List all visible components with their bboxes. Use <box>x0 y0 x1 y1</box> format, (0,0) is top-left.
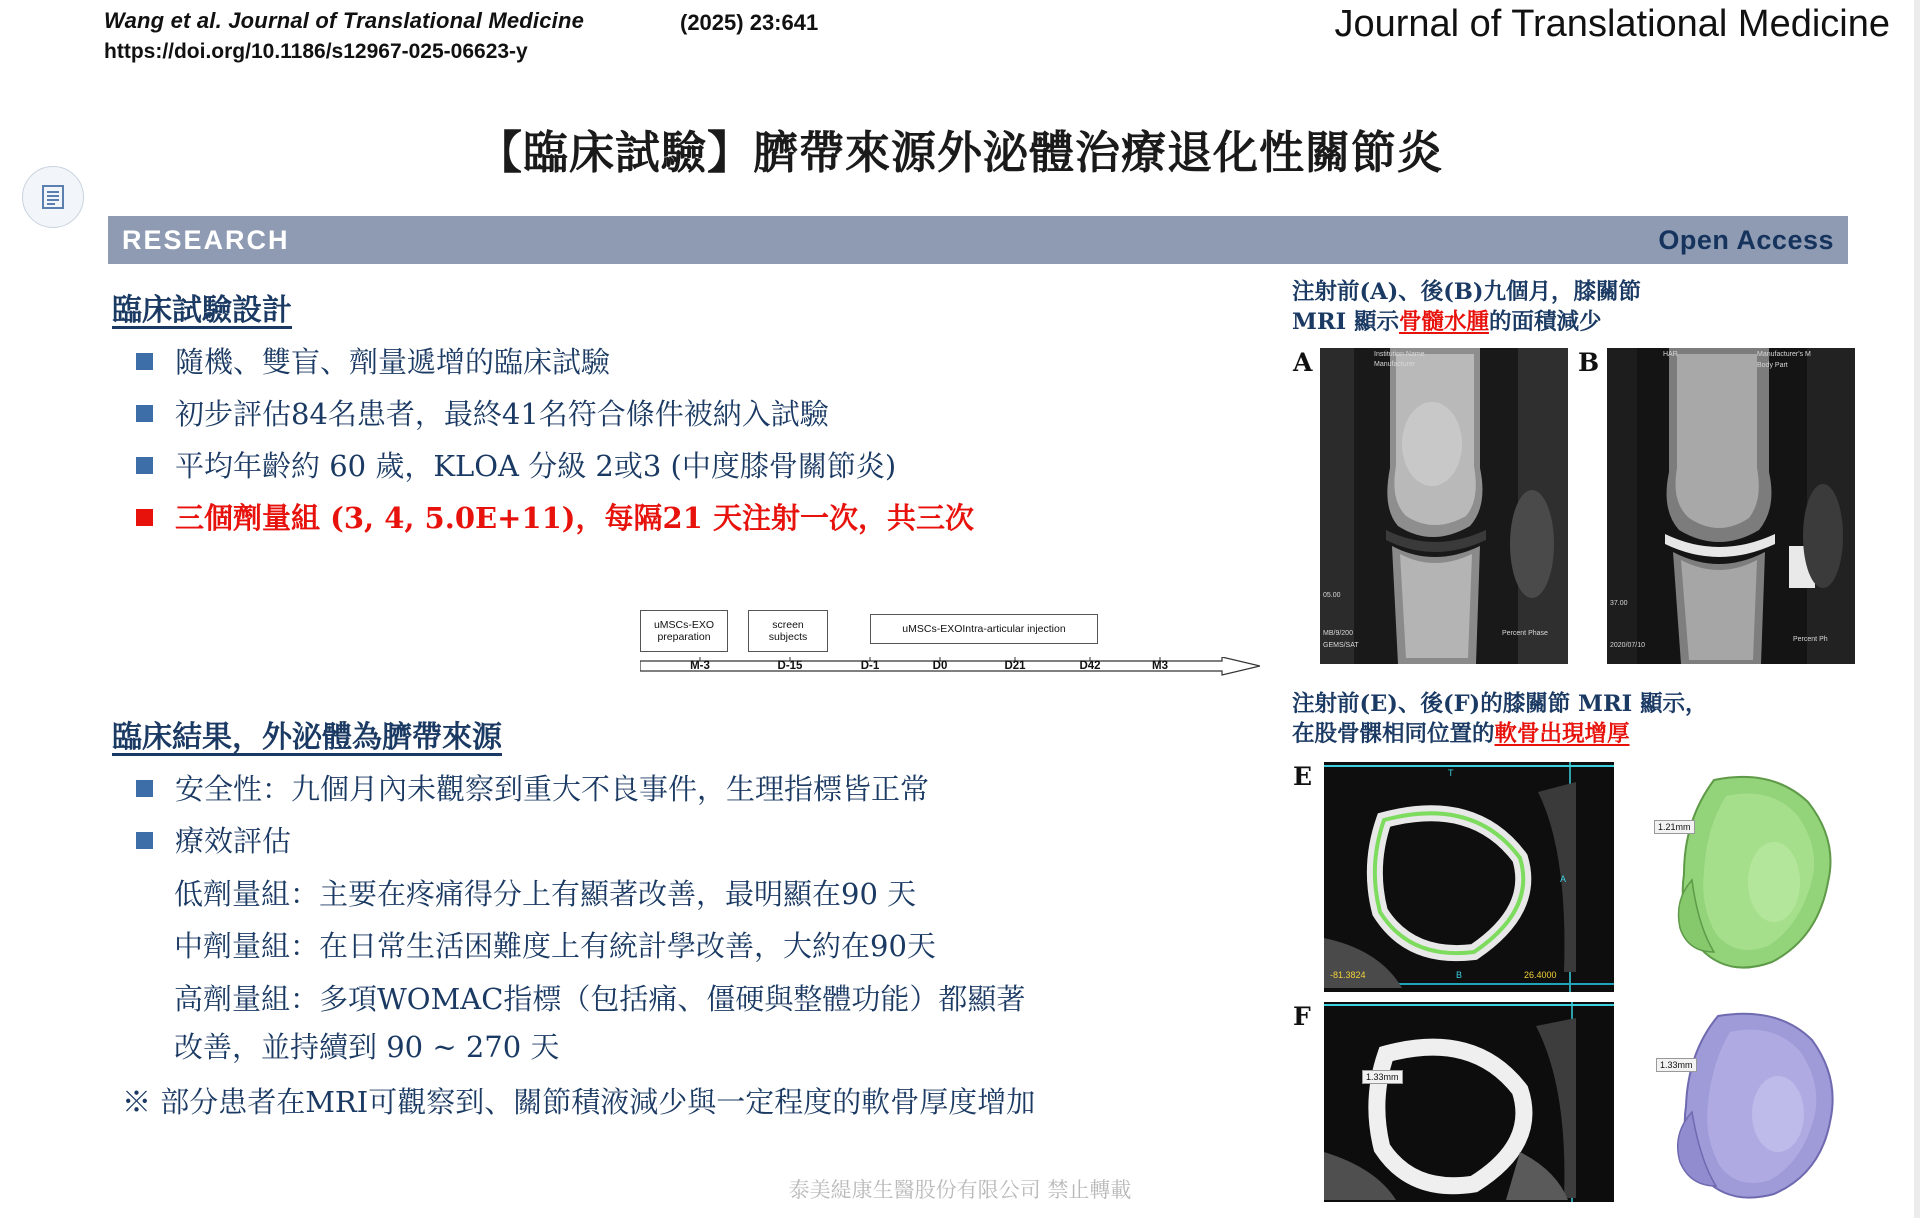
mri-a-overlay-value: 05.00 <box>1323 592 1341 599</box>
svg-text:A: A <box>1560 874 1567 884</box>
svg-text:B: B <box>1456 970 1463 980</box>
journal-masthead: Journal of Translational Medicine <box>1334 3 1890 45</box>
mri-b-overlay-bodypart: Body Part <box>1757 362 1788 369</box>
svg-text:26.4000: 26.4000 <box>1524 970 1557 980</box>
timeline-tick: M3 <box>1152 660 1168 672</box>
panel-label-f: F <box>1293 1002 1311 1031</box>
list-item <box>112 770 1282 809</box>
timeline-tick: D0 <box>932 660 948 672</box>
measurement-label-f-slice: 1.33mm <box>1362 1070 1403 1084</box>
bullet-text: 初步評估84名患者，最終41名符合條件被納入試驗 <box>175 397 829 432</box>
caption-ef-pre: 在股骨髁相同位置的 <box>1292 720 1495 747</box>
mri-e-render <box>1324 762 1614 992</box>
timeline-tick: D42 <box>1079 660 1101 672</box>
mri-f-render <box>1324 1002 1614 1202</box>
list-item <box>112 822 1282 861</box>
mri-a-overlay-phase: Percent Phase <box>1502 630 1548 637</box>
list-item-highlighted <box>112 499 1277 538</box>
article-citation <box>104 8 584 64</box>
research-open-access-bar <box>108 216 1848 264</box>
dose-line-high: 高劑量組：多項WOMAC指標（包括痛、僵硬與整體功能）都顯著 <box>174 981 1026 1016</box>
cartilage-f-shape <box>1622 1002 1880 1202</box>
citation-doi[interactable]: https://doi.org/10.1186/s12967-025-06623-y <box>104 40 528 63</box>
panel-label-e: E <box>1293 762 1313 791</box>
bullet-square-icon <box>136 353 153 370</box>
document-icon[interactable] <box>22 166 84 228</box>
caption-ab-pre: MRI 顯示 <box>1292 308 1399 335</box>
mri-image-a[interactable] <box>1320 348 1568 664</box>
page-title: 【臨床試驗】臍帶來源外泌體治療退化性關節炎 <box>476 126 1443 179</box>
caption-ab-line1: 注射前(A)、後(B)九個月，膝關節 <box>1292 279 1642 305</box>
bullet-square-icon <box>136 509 153 526</box>
mri-a-render <box>1320 348 1568 664</box>
caption-ef <box>1292 690 1908 749</box>
mri-image-e-segmented[interactable] <box>1324 762 1614 992</box>
bullet-text: 隨機、雙盲、劑量遞增的臨床試驗 <box>175 345 611 379</box>
dose-line-low: 低劑量組：主要在疼痛得分上有顯著改善，最明顯在90 天 <box>174 877 917 912</box>
left-content-column <box>112 285 1277 552</box>
timeline-tick: D-15 <box>777 660 803 672</box>
caption-ab-line2 <box>1292 308 1902 338</box>
mri-image-f[interactable] <box>1324 1002 1614 1202</box>
mri-image-b[interactable] <box>1607 348 1855 664</box>
page-scrollbar[interactable] <box>1914 0 1920 1218</box>
svg-text:T: T <box>1448 768 1454 778</box>
bullet-text: 安全性：九個月內未觀察到重大不良事件，生理指標皆正常 <box>175 772 930 806</box>
mri-note: ※ 部分患者在MRI可觀察到、關節積液減少與一定程度的軟骨厚度增加 <box>122 1084 1036 1119</box>
mri-b-render <box>1607 348 1855 664</box>
mri-b-overlay-phase: Percent Ph <box>1793 636 1828 643</box>
timeline-box-injection: uMSCs-EXOIntra-articular injection <box>870 614 1098 644</box>
panel-label-b: B <box>1578 348 1600 377</box>
dose-line-mid: 中劑量組：在日常生活困難度上有統計學改善，大約在90天 <box>174 929 936 964</box>
caption-ef-line2 <box>1292 720 1908 750</box>
citation-issue: (2025) 23:641 <box>680 10 819 35</box>
list-item <box>112 343 1277 382</box>
svg-text:-81.3824: -81.3824 <box>1330 970 1366 980</box>
mri-b-overlay-har: HAR <box>1663 351 1678 358</box>
mri-a-overlay-date: MB/9/200 <box>1323 630 1353 637</box>
bullet-text: 療效評估 <box>175 824 292 859</box>
mri-b-overlay-date: 2020/07/10 <box>1610 642 1646 649</box>
cartilage-3d-render-e[interactable] <box>1622 762 1880 992</box>
measurement-label-f-render: 1.33mm <box>1656 1058 1697 1072</box>
panel-label-a: A <box>1293 348 1313 377</box>
timeline-box-preparation: uMSCs-EXO preparation <box>640 610 728 652</box>
mri-a-overlay-institution: Institution Name <box>1374 351 1425 358</box>
mri-b-overlay-value: 37.00 <box>1610 600 1628 607</box>
bullet-square-icon <box>136 832 153 849</box>
cartilage-e-shape <box>1622 762 1880 992</box>
research-label: RESEARCH <box>122 224 290 255</box>
results-heading: 臨床結果，外泌體為臍帶來源 <box>112 720 502 755</box>
mri-b-overlay-manufacturer: Manufacturer's M <box>1757 351 1811 358</box>
measurement-label-e: 1.21mm <box>1654 820 1695 834</box>
caption-ef-highlight: 軟骨出現增厚 <box>1494 720 1630 747</box>
list-item <box>112 447 1277 486</box>
open-access-label: Open Access <box>1658 224 1834 255</box>
bullet-square-icon <box>136 405 153 422</box>
caption-ef-line1: 注射前(E)、後(F)的膝關節 MRI 顯示， <box>1292 691 1708 717</box>
mri-a-overlay-sequence: GEMS/SAT <box>1323 642 1359 649</box>
study-timeline-diagram <box>640 610 1260 680</box>
list-item <box>112 395 1277 434</box>
citation-journal-line: Wang et al. Journal of Translational Medicine <box>104 8 585 33</box>
bullet-square-icon <box>136 780 153 797</box>
bullet-square-icon <box>136 457 153 474</box>
caption-ab <box>1292 278 1902 337</box>
footer-copyright: 泰美緹康生醫股份有限公司 禁止轉載 <box>788 1178 1132 1202</box>
mri-a-overlay-manufacturer: Manufacturer <box>1374 361 1416 368</box>
caption-ab-highlight: 骨髓水腫 <box>1398 308 1489 335</box>
cartilage-3d-render-f[interactable] <box>1622 1002 1880 1202</box>
results-block <box>112 712 1282 1123</box>
timeline-tick: D21 <box>1004 660 1026 672</box>
timeline-box-screen: screen subjects <box>748 610 828 652</box>
trial-design-heading: 臨床試驗設計 <box>112 293 292 328</box>
dose-line-high-cont: 改善，並持續到 90 ~ 270 天 <box>174 1029 560 1064</box>
right-figure-column <box>1292 278 1902 337</box>
bullet-text: 三個劑量組 (3, 4, 5.0E+11)，每隔21 天注射一次，共三次 <box>175 501 974 536</box>
bullet-text: 平均年齡約 60 歲，KLOA 分級 2或3 (中度膝骨關節炎) <box>175 449 897 484</box>
timeline-tick: M-3 <box>690 660 710 672</box>
timeline-tick: D-1 <box>860 660 880 672</box>
caption-ab-post: 的面積減少 <box>1488 308 1602 335</box>
